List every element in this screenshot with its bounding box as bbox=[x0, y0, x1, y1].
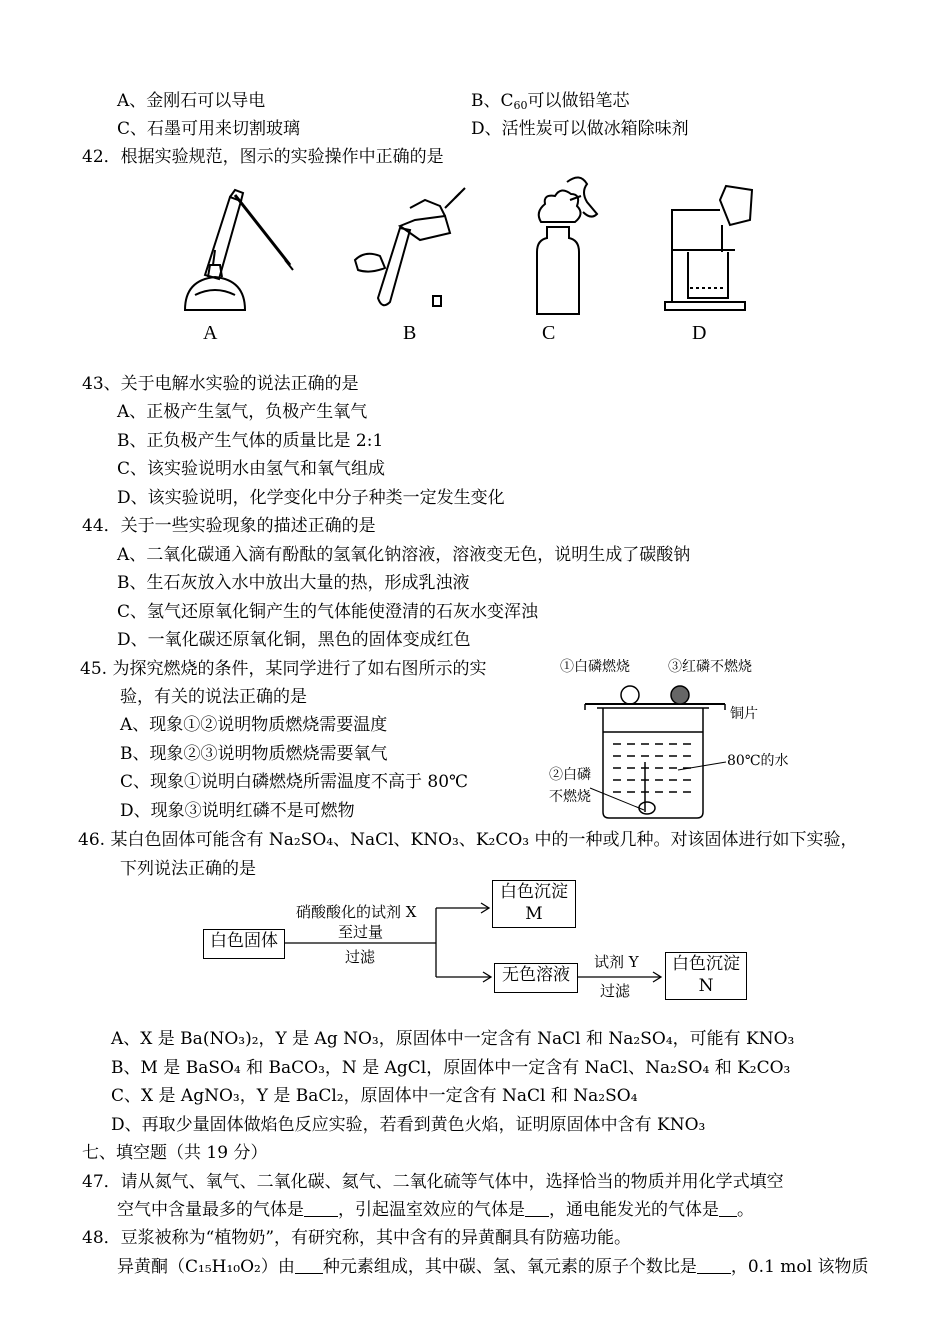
figure-label-c: C bbox=[542, 322, 556, 344]
q41-option-d: D、活性炭可以做冰箱除味剂 bbox=[471, 119, 689, 139]
q45-option-d: D、现象③说明红磷不是可燃物 bbox=[120, 801, 355, 821]
q48-blanks-line: 异黄酮（C₁₅H₁₀O₂）由 种元素组成，其中碳、氢、氧元素的原子个数比是 ，0.1 mol 该物质 bbox=[117, 1257, 869, 1277]
q43-option-a: A、正极产生氢气，负极产生氧气 bbox=[117, 402, 368, 422]
q48-blank-1[interactable] bbox=[295, 1257, 323, 1274]
q44-option-b: B、生石灰放入水中放出大量的热，形成乳浊液 bbox=[117, 573, 470, 593]
q44-option-a: A、二氧化碳通入滴有酚酞的氢氧化钠溶液，溶液变无色，说明生成了碳酸钠 bbox=[117, 545, 691, 565]
q45-stem-line2: 验，有关的说法正确的是 bbox=[120, 687, 307, 707]
fig45-label-white-phosphorus-a: ②白磷 bbox=[549, 767, 591, 783]
q47-blank-3[interactable] bbox=[719, 1200, 737, 1217]
figure-label-b: B bbox=[403, 322, 417, 344]
fig45-label-copper: 铜片 bbox=[730, 706, 758, 722]
q45-option-c: C、现象①说明白磷燃烧所需温度不高于 80℃ bbox=[120, 772, 469, 792]
flow-reagent-y: 试剂 Y bbox=[594, 953, 639, 971]
q47-blank-1[interactable] bbox=[304, 1200, 338, 1217]
q41-option-c: C、石墨可用来切割玻璃 bbox=[117, 119, 301, 139]
fig45-label-white-phosphorus-b: 不燃烧 bbox=[549, 789, 591, 805]
q46-option-b: B、M 是 BaSO₄ 和 BaCO₃，N 是 AgCl，原固体中一定含有 NaCl、Na₂SO₄ 和 K₂CO₃ bbox=[111, 1058, 791, 1078]
q45-option-b: B、现象②③说明物质燃烧需要氧气 bbox=[120, 744, 388, 764]
q46-option-a: A、X 是 Ba(NO₃)₂，Y 是 Ag NO₃，原固体中一定含有 NaCl 和 Na₂SO₄，可能有 KNO₃ bbox=[111, 1029, 795, 1049]
q46-stem-line1: 46. 某白色固体可能含有 Na₂SO₄、NaCl、KNO₃、K₂CO₃ 中的一种或几种。对该固体进行如下实验， bbox=[78, 830, 858, 850]
flow-filter-1: 过滤 bbox=[345, 948, 376, 966]
q44-option-c: C、氢气还原氧化铜产生的气体能使澄清的石灰水变浑浊 bbox=[117, 602, 539, 622]
fig45-label-white-phosphorus-burns: ①白磷燃烧 bbox=[560, 659, 630, 675]
q43-option-c: C、该实验说明水由氢气和氧气组成 bbox=[117, 459, 386, 479]
q46-option-d: D、再取少量固体做焰色反应实验，若看到黄色火焰，证明原固体中含有 KNO₃ bbox=[111, 1115, 706, 1135]
fig45-label-red-phosphorus: ③红磷不燃烧 bbox=[668, 659, 752, 675]
flow-white-precipitate-n: 白色沉淀 N bbox=[665, 952, 747, 1000]
flow-filter-2: 过滤 bbox=[600, 982, 631, 1000]
flow-white-precipitate-m: 白色沉淀 M bbox=[492, 880, 576, 928]
flow-to-excess: 至过量 bbox=[338, 923, 384, 941]
q48-stem: 48．豆浆被称为“植物奶”，有研究称，其中含有的异黄酮具有防癌功能。 bbox=[82, 1228, 632, 1248]
q46-stem-line2: 下列说法正确的是 bbox=[120, 859, 256, 879]
q43-option-d: D、该实验说明，化学变化中分子种类一定发生变化 bbox=[117, 488, 505, 508]
q42-stem: 42．根据实验规范，图示的实验操作中正确的是 bbox=[82, 147, 444, 167]
q43-stem: 43、关于电解水实验的说法正确的是 bbox=[82, 374, 359, 394]
q47-blanks-line: 空气中含量最多的气体是 ，引起温室效应的气体是 ，通电能发光的气体是 。 bbox=[117, 1200, 754, 1220]
q45-stem-line1: 45. 为探究燃烧的条件，某同学进行了如右图所示的实 bbox=[80, 659, 487, 679]
q44-stem: 44．关于一些实验现象的描述正确的是 bbox=[82, 516, 376, 536]
q47-blank-2[interactable] bbox=[525, 1200, 549, 1217]
q45-option-a: A、现象①②说明物质燃烧需要温度 bbox=[120, 715, 388, 735]
q44-option-d: D、一氧化碳还原氧化铜，黑色的固体变成红色 bbox=[117, 630, 471, 650]
fig45-label-water: 80℃的水 bbox=[727, 753, 789, 769]
q41-option-a: A、金刚石可以导电 bbox=[117, 91, 266, 111]
flow-reagent-x: 硝酸酸化的试剂 X bbox=[296, 903, 417, 921]
section-title: 七、填空题（共 19 分） bbox=[82, 1143, 268, 1163]
q47-stem: 47．请从氮气、氧气、二氧化碳、氦气、二氧化硫等气体中，选择恰当的物质并用化学式填空 bbox=[82, 1172, 784, 1192]
figure-label-d: D bbox=[692, 322, 707, 344]
flow-colorless-solution: 无色溶液 bbox=[494, 963, 578, 993]
q48-blank-2[interactable] bbox=[697, 1257, 731, 1274]
figure-label-a: A bbox=[203, 322, 218, 344]
q41-option-b: B、$C_{60}$可以做铅笔芯 bbox=[471, 91, 630, 112]
q43-option-b: B、正负极产生气体的质量比是 2:1 bbox=[117, 431, 384, 451]
q46-option-c: C、X 是 AgNO₃，Y 是 BaCl₂，原固体中一定含有 NaCl 和 Na₂SO₄ bbox=[111, 1086, 638, 1106]
flow-white-solid: 白色固体 bbox=[203, 929, 285, 959]
